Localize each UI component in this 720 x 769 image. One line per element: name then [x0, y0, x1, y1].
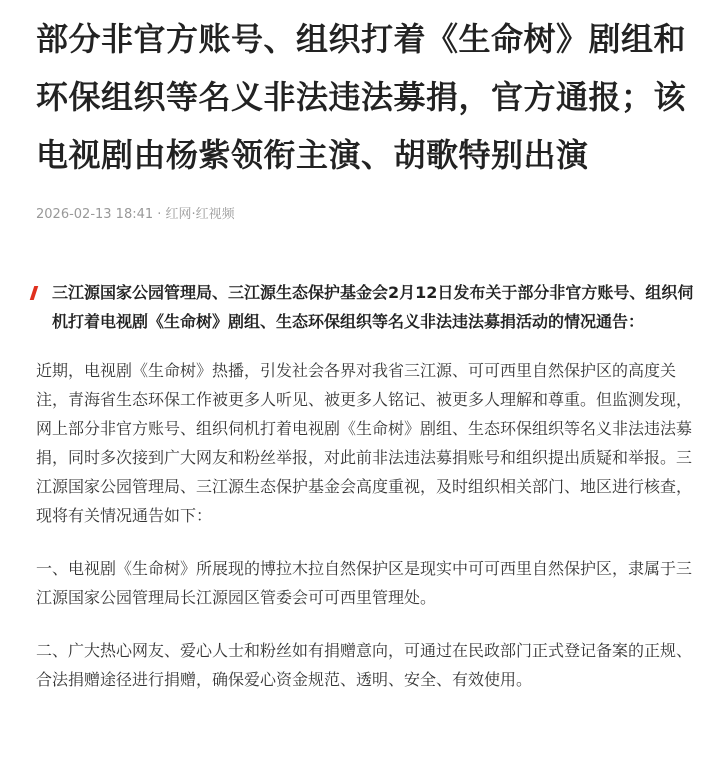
- article-paragraph: 近期，电视剧《生命树》热播，引发社会各界对我省三江源、可可西里自然保护区的高度关注，青海省生态环保工作被更多人听见、被更多人铭记、被更多人理解和尊重。但监测发现，网上部分非官方账号、组织伺机打着电视剧《生命树》剧组、生态环保组织等名义非法违法募捐，同时多次接到广大网友和粉丝举报，对此前非法违法募捐账号和组织提出质疑和举报。三江源国家公园管理局、三江源生态保护基金会高度重视，及时组织相关部门、地区进行核查，现将有关情况通告如下：: [36, 361, 693, 525]
- article-lead: [32, 278, 696, 336]
- lead-text: 三江源国家公园管理局、三江源生态保护基金会2月12日发布关于部分非官方账号、组织伺机打着电视剧《生命树》剧组、生态环保组织等名义非法违法募捐活动的情况通告：: [52, 283, 694, 331]
- article-title: 部分非官方账号、组织打着《生命树》剧组和环保组织等名义非法违法募捐，官方通报；该电视剧由杨紫领衔主演、胡歌特别出演: [36, 20, 687, 174]
- article-paragraph: 一、电视剧《生命树》所展现的博拉木拉自然保护区是现实中可可西里自然保护区，隶属于三江源国家公园管理局长江源园区管委会可可西里管理处。: [36, 559, 693, 607]
- lead-accent-mark: [30, 286, 39, 300]
- article-paragraph: 二、广大热心网友、爱心人士和粉丝如有捐赠意向，可通过在民政部门正式登记备案的正规、合法捐赠途径进行捐赠，确保爱心资金规范、透明、安全、有效使用。: [36, 641, 693, 689]
- article-meta: 2026-02-13 18:41 · 红网·红视频: [36, 207, 235, 222]
